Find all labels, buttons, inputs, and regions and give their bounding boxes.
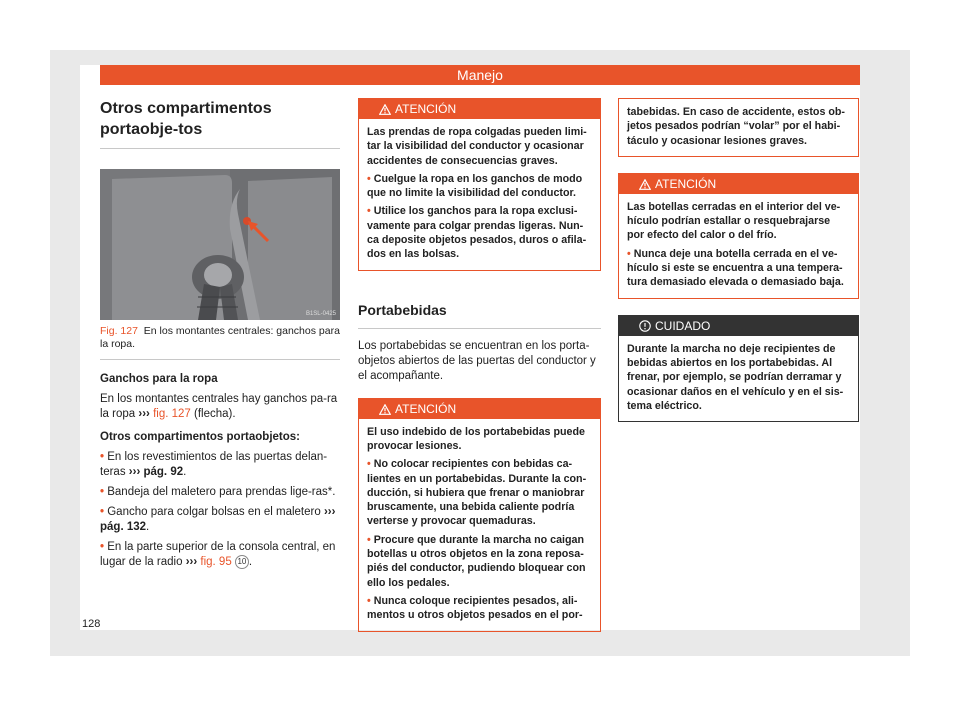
bullet-icon: • (367, 205, 371, 218)
list-item (627, 247, 850, 290)
warning-box (358, 98, 601, 271)
section-title: Otros compartimentos portaobje-tos (100, 98, 340, 149)
callout-number: 10 (235, 555, 249, 569)
link-pag-132[interactable]: pág. 132 (100, 521, 147, 533)
paragraph-ganchos (100, 392, 340, 422)
column-right (618, 98, 859, 422)
text: No colocar recipientes con bebidas ca-lientes en un portabebidas. Durante la con-ducción, si hubiera que frenar o maniobrar bruscamente, una bebida caliente podría verterse y provocar quemaduras. (367, 458, 587, 528)
column-left (100, 98, 340, 575)
subheading-otros: Otros compartimentos portaobjetos: (100, 431, 300, 443)
column-middle (358, 98, 601, 632)
warning-box (358, 398, 601, 632)
warning-body (359, 419, 600, 631)
section-header: Manejo (100, 65, 860, 85)
text: Cuelgue la ropa en los ganchos de modo que no limite la visibilidad del conductor. (367, 172, 583, 200)
bullet-icon: • (100, 541, 105, 553)
list-item (100, 540, 340, 570)
warning-box-continued (618, 98, 859, 157)
figure-coat-hooks (100, 169, 340, 320)
caution-body (619, 336, 858, 421)
warning-header (359, 399, 600, 419)
bullet-icon: • (367, 172, 371, 185)
list-item (100, 485, 340, 500)
list-item (100, 450, 340, 480)
figure-caption (100, 325, 340, 360)
warning-header (619, 174, 858, 194)
warning-body (619, 99, 858, 156)
caption-text: En los montantes centrales: ganchos para la ropa. (100, 325, 340, 350)
list-item (100, 505, 340, 535)
page-number: 128 (82, 618, 101, 630)
bullet-icon: • (627, 247, 631, 260)
list-item (367, 172, 592, 201)
subheading-ganchos: Ganchos para la ropa (100, 373, 218, 385)
list-item (367, 594, 592, 623)
text: Procure que durante la marcha no caigan botellas u otros objetos en la zona reposa-piés del conductor, pudiendo bloquear con ello los pedales. (367, 533, 586, 589)
warning-body (359, 119, 600, 270)
text: . (183, 466, 187, 478)
text: En los revestimientos de las puertas delan-teras (100, 451, 328, 478)
bullet-icon: • (100, 451, 105, 463)
text: En la parte superior de la consola central, en lugar de la radio (100, 541, 336, 569)
list-item (367, 457, 592, 528)
warning-triangle-icon (379, 404, 391, 415)
warning-text: tabebidas. En caso de accidente, estos ob-jetos pesados podrían “volar” por el habi-táculo y ocasionar lesiones graves. (627, 106, 845, 147)
warning-text: Las botellas cerradas en el interior del ve-hículo podrían estallar o resquebrajarse por efecto del calor o del frío. (627, 200, 841, 242)
link-fig-127[interactable]: fig. 127 (153, 408, 191, 420)
info-circle-icon (639, 320, 651, 332)
bullet-icon: • (100, 486, 105, 498)
warning-box (618, 173, 859, 299)
figure-code: B1SL-0425 (305, 311, 336, 317)
caution-header (619, 316, 858, 336)
text: Gancho para colgar bolsas en el maletero (107, 506, 321, 518)
warning-header (359, 99, 600, 119)
caption-ref: Fig. 127 (100, 325, 138, 337)
caution-box (618, 315, 859, 422)
paragraph-portabebidas: Los portabebidas se encuentran en los porta-objetos abiertos de las puertas del conductor y el acompañante. (358, 339, 596, 382)
text: (flecha). (194, 408, 236, 420)
link-fig-95[interactable]: fig. 95 (200, 556, 232, 569)
bullet-icon: • (100, 506, 105, 518)
bullet-icon: • (367, 458, 371, 471)
arrow-icon: ››› (185, 556, 198, 569)
list-item (367, 204, 592, 261)
text: Nunca deje una botella cerrada en el ve-hículo si este se encuentra a una tempera-tura demasiado elevada o demasiado baja. (627, 247, 844, 289)
coat-hook-illustration (100, 169, 340, 320)
arrow-icon: ››› (128, 466, 141, 478)
arrow-icon: ››› (138, 408, 150, 420)
warning-text: Las prendas de ropa colgadas pueden limi-tar la visibilidad del conductor y ocasionar accidentes de consecuencias graves. (367, 126, 587, 167)
text: . (146, 521, 150, 533)
warning-title: ATENCIÓN (395, 102, 457, 116)
caution-title: CUIDADO (655, 318, 711, 333)
warning-body (619, 194, 858, 298)
link-pag-92[interactable]: pág. 92 (143, 466, 184, 478)
warning-title: ATENCIÓN (655, 176, 717, 191)
text: Utilice los ganchos para la ropa exclusi-vamente para colgar prendas ligeras. Nun-ca deposite objetos pesados, duros o afila-dos en las bolsas. (367, 205, 587, 261)
arrow-icon: ››› (323, 506, 336, 518)
warning-title: ATENCIÓN (395, 401, 457, 416)
bullet-icon: • (367, 594, 371, 607)
caution-text: Durante la marcha no deje recipientes de bebidas abiertos en los portabebidas. Al frenar, por ejemplo, se podrían derramar y ocasionar daños en el vehículo y en el sis-tema eléctrico. (627, 342, 844, 412)
list-item (367, 533, 592, 590)
bullet-icon: • (367, 533, 371, 546)
text: . (248, 556, 253, 569)
warning-triangle-icon (379, 104, 391, 115)
warning-triangle-icon (639, 179, 651, 190)
warning-text: El uso indebido de los portabebidas puede provocar lesiones. (367, 425, 585, 452)
section-heading-portabebidas: Portabebidas (358, 301, 601, 329)
text: Nunca coloque recipientes pesados, ali-mentos u otros objetos pesados en el por- (367, 594, 583, 622)
text: Bandeja del maletero para prendas lige-ras*. (107, 486, 336, 498)
text: En los montantes centrales hay ganchos pa-ra la ropa (100, 393, 338, 420)
